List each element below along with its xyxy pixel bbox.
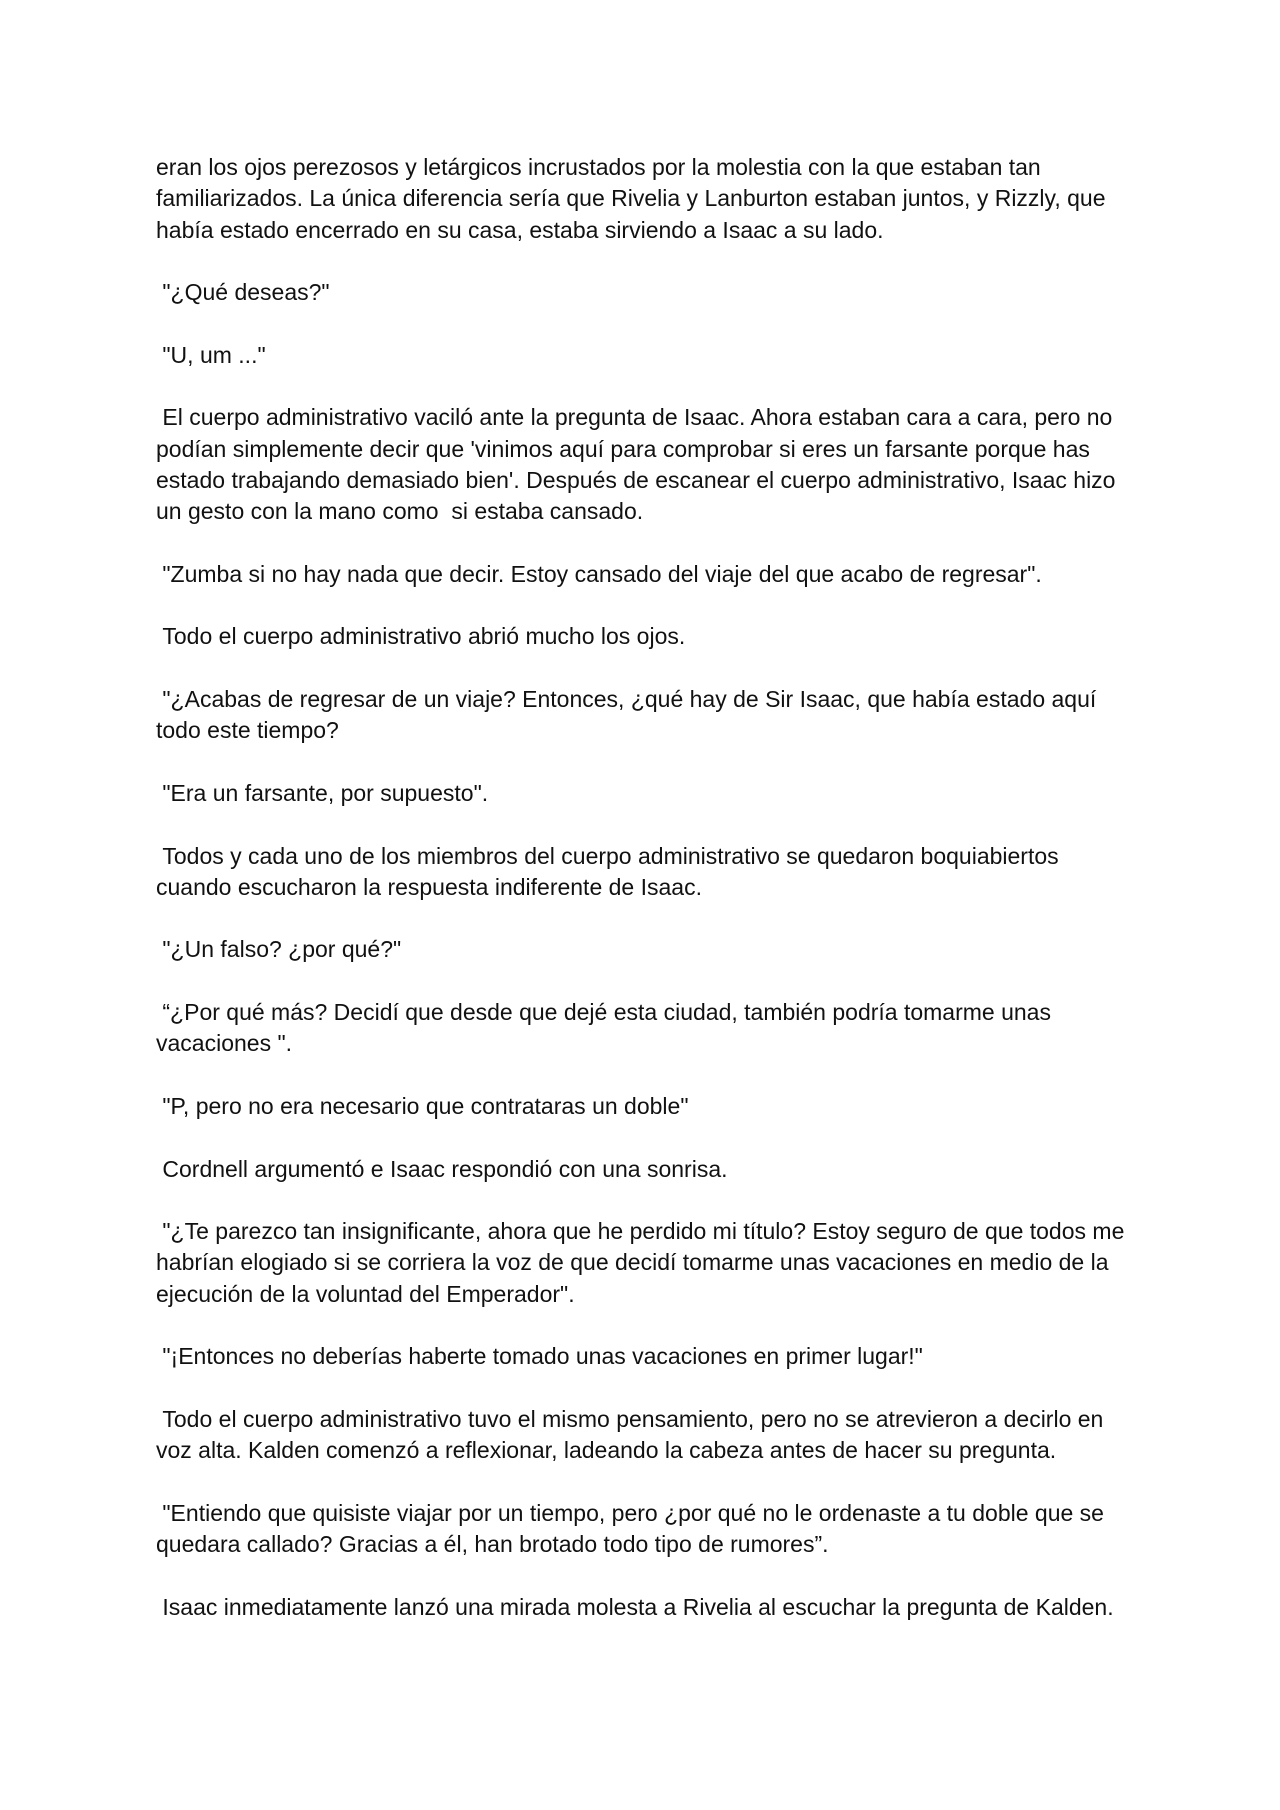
paragraph: “¿Por qué más? Decidí que desde que dejé esta ciudad, también podría tomarme unas vacaciones ".: [156, 999, 1058, 1057]
paragraph: "Era un farsante, por supuesto".: [156, 779, 489, 806]
paragraph: "P, pero no era necesario que contrataras un doble": [156, 1092, 689, 1119]
paragraph: El cuerpo administrativo vaciló ante la pregunta de Isaac. Ahora estaban cara a cara, pero no podían simplemente decir que 'vinimos aquí para comprobar si eres un farsante porque has estado trabajando demasiado bien'. Después de escanear el cuerpo administrativo, Isaac hizo un gesto con la mano como si estaba cansado.: [156, 404, 1122, 525]
paragraph: "U, um ...": [156, 341, 266, 368]
paragraph: Todos y cada uno de los miembros del cuerpo administrativo se quedaron boquiabiertos cuando escucharon la respuesta indiferente de Isaac.: [156, 842, 1066, 900]
paragraph: "¡Entonces no deberías haberte tomado unas vacaciones en primer lugar!": [156, 1343, 923, 1370]
paragraph: Isaac inmediatamente lanzó una mirada molesta a Rivelia al escuchar la pregunta de Kalden.: [156, 1593, 1114, 1620]
document-body: [156, 152, 1136, 1654]
paragraph: Cordnell argumentó e Isaac respondió con una sonrisa.: [156, 1155, 728, 1182]
paragraph: "¿Un falso? ¿por qué?": [156, 936, 402, 963]
paragraph: "¿Te parezco tan insignificante, ahora que he perdido mi título? Estoy seguro de que todos me habrían elogiado si se corriera la voz de que decidí tomarme unas vacaciones en medio de la ejecución de la voluntad del Emperador".: [156, 1218, 1131, 1307]
paragraph: "Entiendo que quisiste viajar por un tiempo, pero ¿por qué no le ordenaste a tu doble que se quedara callado? Gracias a él, han brotado todo tipo de rumores”.: [156, 1499, 1111, 1558]
paragraph: "¿Qué deseas?": [156, 279, 330, 306]
paragraph: eran los ojos perezosos y letárgicos incrustados por la molestia con la que estaban tan familiarizados. La única diferencia sería que Rivelia y Lanburton estaban juntos, y Rizzly, que había estado encerrado en su casa, estaba sirviendo a Isaac a su lado.: [156, 154, 1112, 243]
paragraph: Todo el cuerpo administrativo tuvo el mismo pensamiento, pero no se atrevieron a decirlo en voz alta. Kalden comenzó a reflexionar, ladeando la cabeza antes de hacer su pregunta.: [156, 1405, 1110, 1464]
paragraph: Todo el cuerpo administrativo abrió mucho los ojos.: [156, 623, 686, 650]
paragraph: "¿Acabas de regresar de un viaje? Entonces, ¿qué hay de Sir Isaac, que había estado aquí todo este tiempo?: [156, 686, 1103, 744]
paragraph: "Zumba si no hay nada que decir. Estoy cansado del viaje del que acabo de regresar".: [156, 560, 1042, 587]
